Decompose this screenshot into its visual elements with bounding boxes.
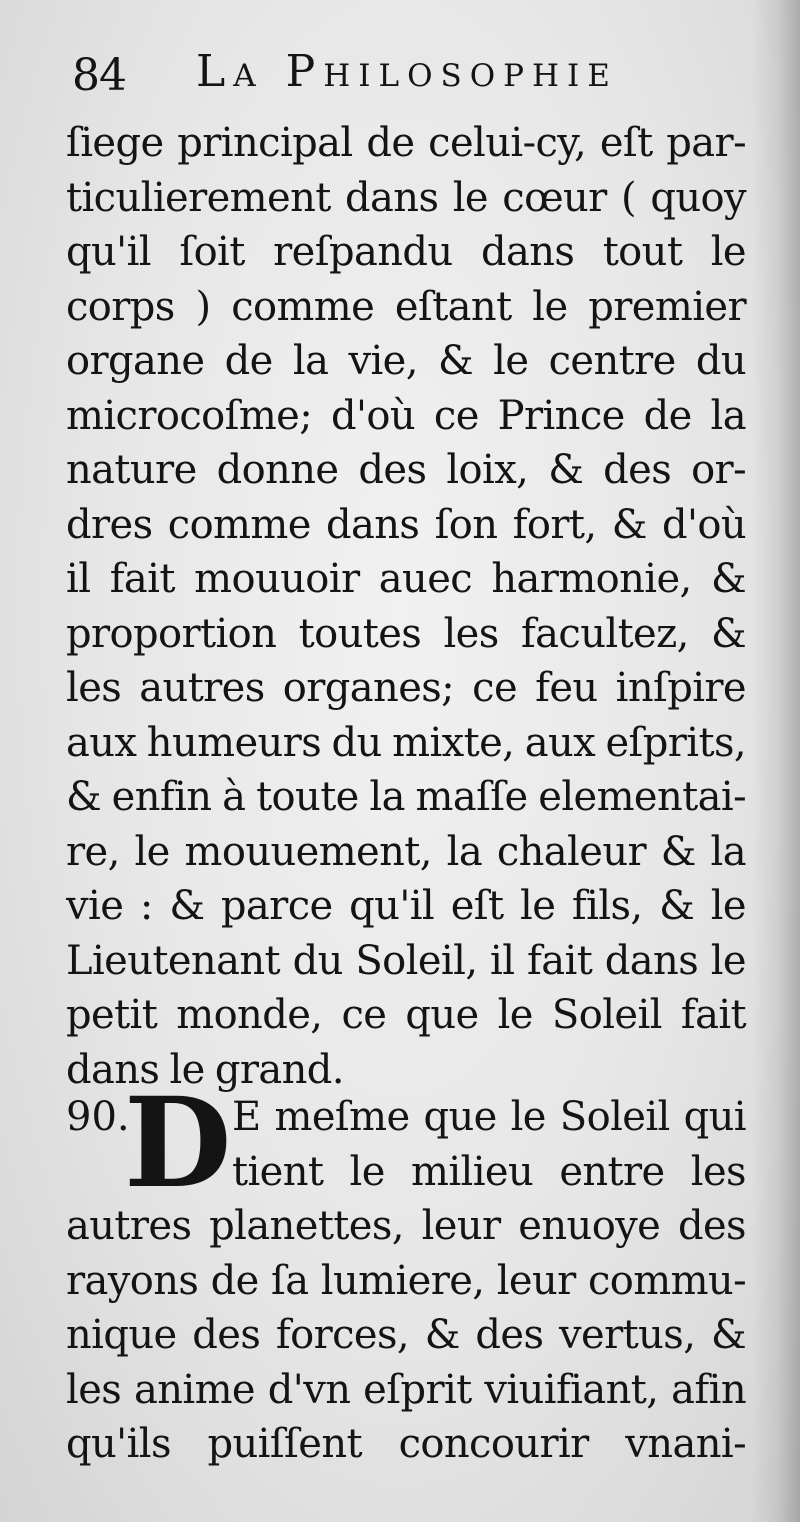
text-line: E meſme que le Soleil qui	[232, 1094, 746, 1140]
text-line: microcoſme; d'où ce Prince de la	[66, 392, 746, 439]
page-gutter-shadow	[752, 0, 800, 1522]
text-line: vie : & parce qu'il eſt le fils, & le	[66, 883, 746, 929]
text-line: les autres organes; ce feu inſpire	[66, 665, 746, 711]
text-line: petit monde, ce que le Soleil fait	[66, 992, 746, 1038]
text-line: dres comme dans ſon fort, & d'où	[66, 501, 746, 548]
page-number: 84	[72, 50, 126, 101]
paragraph-body	[66, 1199, 746, 1472]
running-title: La Philosophie	[196, 46, 618, 97]
text-line: proportion toutes les facultez, &	[66, 610, 746, 657]
text-line: rayons de ſa lumiere, leur commu-	[66, 1257, 746, 1304]
text-line: aux humeurs du mixte, aux eſprits,	[66, 719, 746, 766]
text-line: re, le mouuement, la chaleur & la	[66, 828, 746, 875]
text-line: & enfin à toute la maſſe elementai-	[66, 774, 746, 820]
text-line: ſiege principal de celui-cy, eſt par-	[66, 120, 746, 166]
text-line: qu'il ſoit reſpandu dans tout le	[66, 229, 746, 275]
page-header	[72, 44, 672, 110]
text-line: qu'ils puiſſent concourir vnani-	[66, 1421, 746, 1467]
text-line: nature donne des loix, & des or-	[66, 447, 746, 493]
text-line: organe de la vie, & le centre du	[66, 338, 746, 384]
paragraph-number: 90.	[66, 1094, 130, 1140]
text-line: il fait mouuoir auec harmonie, &	[66, 556, 746, 602]
text-line: corps ) comme eſtant le premier	[66, 283, 746, 330]
text-line: Lieutenant du Soleil, il fait dans le	[66, 937, 746, 984]
drop-cap: D	[124, 1071, 232, 1216]
text-line: autres planettes, leur enuoye des	[66, 1203, 746, 1249]
drop-cap-lines	[232, 1090, 746, 1199]
text-line: ticulierement dans le cœur ( quoy	[66, 174, 746, 221]
paragraph-90	[66, 1071, 746, 1490]
text-line: nique des forces, & des vertus, &	[66, 1312, 746, 1358]
text-line: dans le grand.	[66, 1046, 344, 1093]
text-line: les anime d'vn eſprit viuifiant, afin	[66, 1366, 746, 1413]
text-line: tient le milieu entre les	[232, 1148, 746, 1195]
paragraph-89	[66, 116, 746, 1097]
